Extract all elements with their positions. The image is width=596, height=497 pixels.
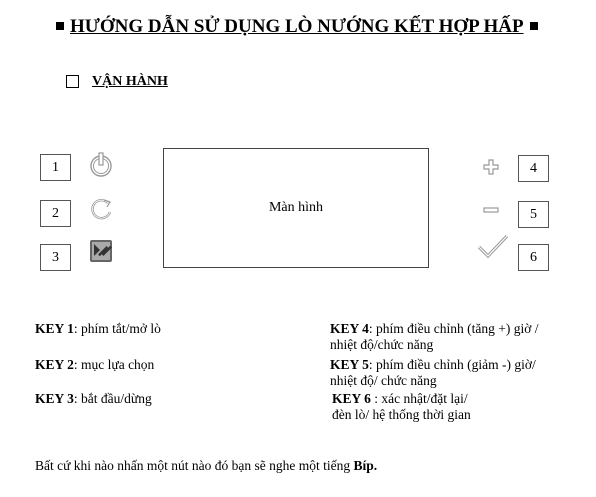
key-number-4: 4 bbox=[518, 155, 549, 182]
section-heading: VẬN HÀNH bbox=[66, 74, 168, 90]
checkbox-square-icon bbox=[66, 75, 79, 88]
key1-description: KEY 1: phím tắt/mở lò bbox=[35, 321, 161, 336]
bullet-square-icon bbox=[56, 22, 64, 30]
page-title: HƯỚNG DẪN SỬ DỤNG LÒ NƯỚNG KẾT HỢP HẤP bbox=[50, 16, 590, 38]
key-number-1: 1 bbox=[40, 154, 71, 181]
key4-description: KEY 4: phím điều chỉnh (tăng +) giờ / nhiệt độ/chức năng bbox=[330, 321, 539, 352]
footer-note: Bất cứ khi nào nhấn một nút nào đó bạn sẽ nghe một tiếng Bíp. bbox=[35, 458, 378, 473]
key-number-6: 6 bbox=[518, 244, 549, 271]
key2-description: KEY 2: mục lựa chọn bbox=[35, 357, 155, 372]
start-pause-icon[interactable] bbox=[86, 236, 116, 266]
key-number-2: 2 bbox=[40, 200, 71, 227]
bullet-square-icon bbox=[530, 22, 538, 30]
screen-label: Màn hình bbox=[268, 200, 324, 215]
key5-description: KEY 5: phím điều chỉnh (giảm -) giờ/ nhiệt độ/ chức năng bbox=[330, 357, 536, 388]
key-number-5: 5 bbox=[518, 201, 549, 228]
key-number-3: 3 bbox=[40, 244, 71, 271]
minus-icon[interactable] bbox=[476, 196, 506, 226]
power-icon[interactable] bbox=[86, 150, 116, 180]
key6-description: KEY 6 : xác nhật/đặt lại/ đèn lò/ hệ thống thời gian bbox=[332, 391, 471, 422]
key3-description: KEY 3: bắt đầu/dừng bbox=[35, 391, 152, 406]
checkmark-icon[interactable] bbox=[476, 232, 510, 262]
refresh-icon[interactable] bbox=[86, 195, 116, 225]
display-screen bbox=[163, 148, 429, 268]
plus-icon[interactable] bbox=[476, 152, 506, 182]
